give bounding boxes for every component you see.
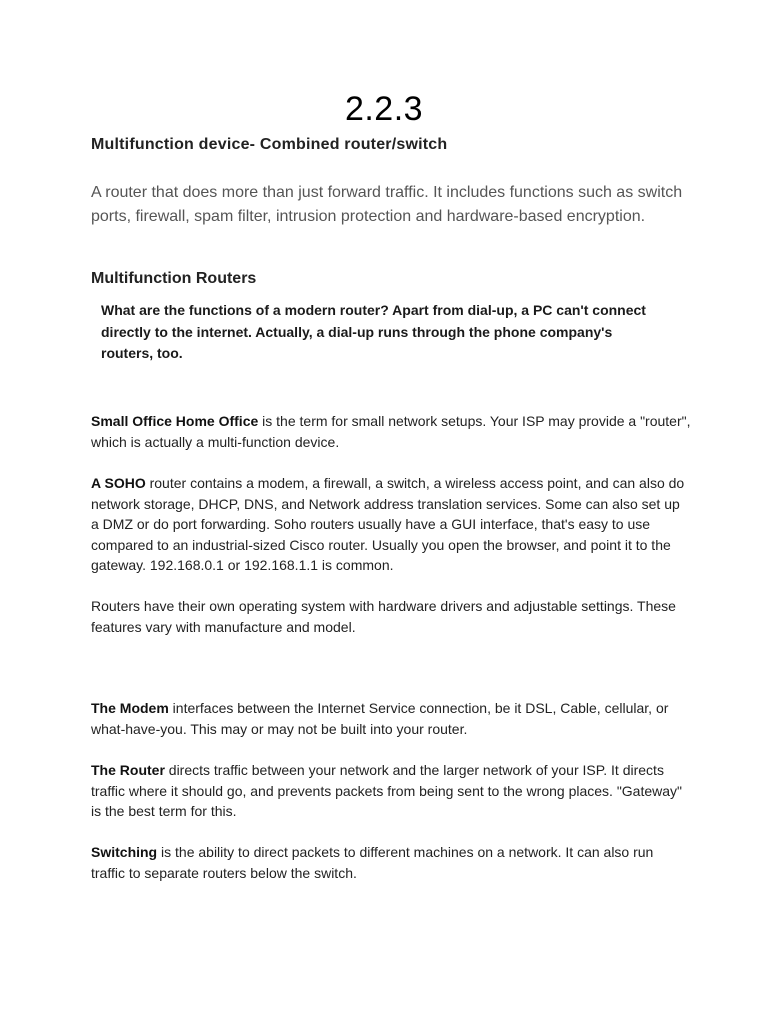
intro-paragraph: A router that does more than just forward traffic. It includes functions such as switch ports, firewall, spam filter, intrusion protection and hardware-based encryption.: [91, 184, 683, 225]
paragraph-text: is the term for small network setups. Your ISP may provide a "router", which is actually a multi-function device.: [91, 413, 691, 450]
section-heading: Multifunction Routers: [91, 270, 257, 287]
paragraph-switching: [91, 842, 691, 883]
paragraph-lead: Small Office Home Office: [91, 413, 259, 429]
paragraph-router-os: [91, 596, 691, 637]
paragraph-text: Routers have their own operating system with hardware drivers and adjustable settings. These features vary with manufacture and model.: [91, 598, 676, 635]
paragraph-soho-router: [91, 473, 691, 576]
paragraph-text: directs traffic between your network and the larger network of your ISP. It directs traffic where it should go, and prevents packets from being sent to the wrong places. "Gateway" is the best term for this.: [91, 762, 683, 819]
paragraph-lead: The Router: [91, 762, 165, 778]
paragraph-lead: The Modem: [91, 700, 169, 716]
paragraph-modem: [91, 698, 691, 739]
callout-paragraph: What are the functions of a modern router? Apart from dial-up, a PC can't connect directly to the internet. Actually, a dial-up runs through the phone company's routers, too.: [101, 302, 646, 361]
paragraph-text: is the ability to direct packets to different machines on a network. It can also run traffic to separate routers below the switch.: [91, 844, 654, 881]
document-subtitle: Multifunction device- Combined router/switch: [91, 136, 448, 153]
paragraph-text: router contains a modem, a firewall, a switch, a wireless access point, and can also do network storage, DHCP, DNS, and Network address translation services. Some can also set up a DMZ or do port forwarding. Soho routers usually have a GUI interface, that's easy to use compared to an industrial-sized Cisco router. Usually you open the browser, and point it to the gateway. 192.168.0.1 or 192.168.1.1 is common.: [91, 475, 685, 573]
paragraph-small-office: [91, 411, 691, 452]
paragraph-router: [91, 760, 691, 822]
paragraph-text: interfaces between the Internet Service connection, be it DSL, Cable, cellular, or what-have-you. This may or may not be built into your router.: [91, 700, 669, 737]
paragraph-lead: Switching: [91, 844, 158, 860]
paragraph-lead: A SOHO: [91, 475, 146, 491]
section-number-heading: 2.2.3: [344, 90, 424, 128]
